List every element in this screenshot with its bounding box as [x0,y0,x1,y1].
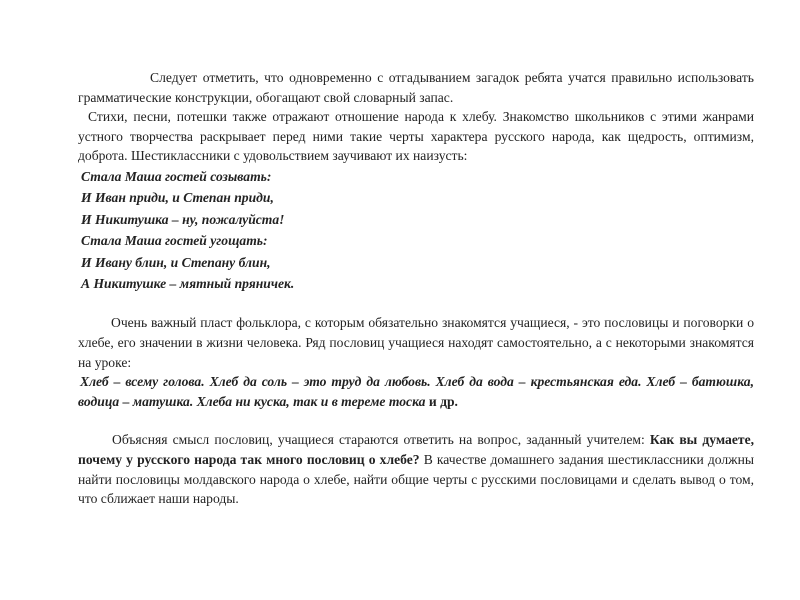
paragraph-spacer [78,411,754,430]
paragraph-spacer [78,294,754,313]
poem-line: А Никитушке – мятный пряничек. [81,276,295,291]
document-body [78,68,754,509]
homework-task: В качестве домашнего задания шестиклассники должны найти пословицы молдавского народа о хлебе, найти общие черты с русскими пословицами и сделать вывод о том, что сближает наши народы. [78,451,754,507]
paragraph-homework [78,430,754,508]
poem-line: И Иван приди, и Степан приди, [81,190,274,206]
proverbs-block [78,372,754,411]
proverbs-tail: др. [440,393,458,409]
proverbs-text: Хлеб – всему голова. Хлеб да соль – это труд да любовь. Хлеб да вода – крестьянская еда. Хлеб – батюшка, водица – матушка. Хлеба ни куска, так и в тереме тоска [78,374,754,409]
poem-block [78,166,754,294]
paragraph-proverbs-intro: Очень важный пласт фольклора, с которым обязательно знакомятся учащиеся, - это пословицы и поговорки о хлебе, его значении в жизни человека. Ряд пословиц учащиеся находят самостоятельно, а с некоторыми знакомятся на уроке: [78,315,754,370]
poem-line: Стала Маша гостей созывать: [81,168,272,184]
homework-intro: Объясняя смысл пословиц, учащиеся стараются ответить на вопрос, заданный учителем: [112,432,650,448]
proverbs-connector: и [425,393,441,409]
paragraph-folk-genres: Стихи, песни, потешки также отражают отношение народа к хлебу. Знакомство школьников с этими жанрами устного творчества раскрывает перед ними такие черты характера русского народа, как щедрость, оптимизм, доброта. Шестиклассники с удовольствием заучивают их наизусть: [78,109,754,164]
paragraph-riddles: Следует отметить, что одновременно с отгадыванием загадок ребята учатся правильно использовать грамматические конструкции, обогащают свой словарный запас. [78,70,754,105]
poem-line: И Ивану блин, и Степану блин, [81,254,271,270]
poem-line: Стала Маша гостей угощать: [81,233,268,249]
teacher-question: Как вы думаете, почему у русского народа так много пословиц о хлебе? [78,432,754,467]
poem-line: И Никитушка – ну, пожалуйста! [81,211,285,227]
